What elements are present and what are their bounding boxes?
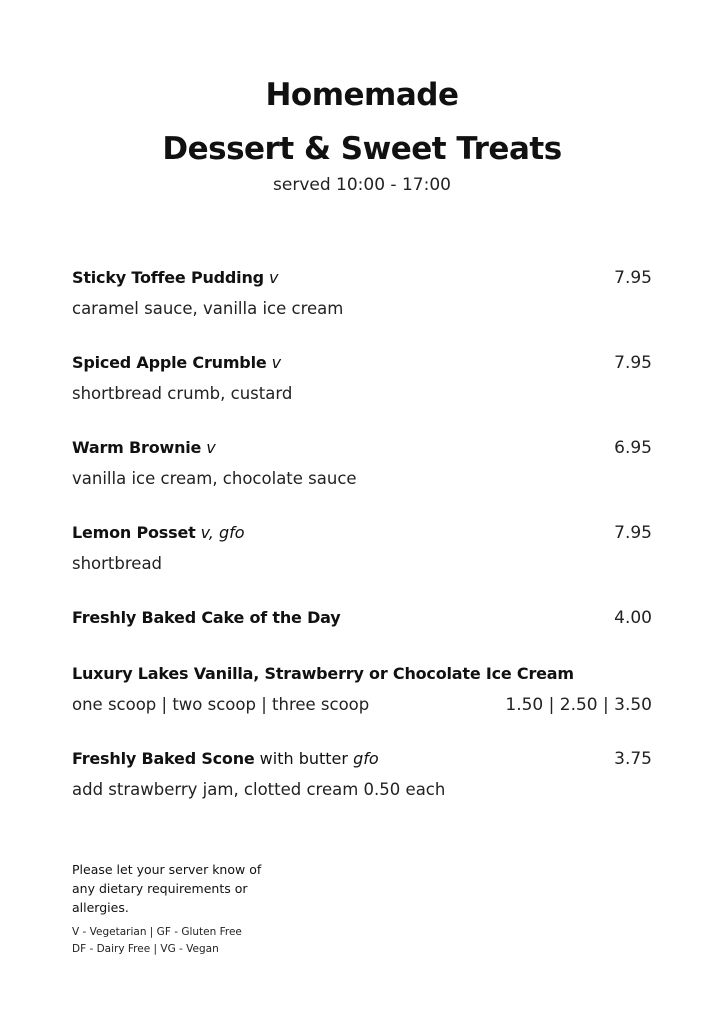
menu-item [72, 608, 652, 636]
item-price: 7.95 [614, 353, 652, 373]
item-description: one scoop | two scoop | three scoop [72, 695, 370, 714]
item-description: shortbread [72, 554, 163, 573]
menu-title-line1: Homemade [265, 77, 459, 113]
item-tags: v [206, 438, 216, 457]
item-description: shortbread crumb, custard [72, 384, 293, 403]
item-tags: v [271, 353, 282, 372]
item-name: Lemon Posset [72, 523, 196, 542]
item-name: Freshly Baked Scone [72, 749, 255, 768]
menu-item [72, 268, 652, 322]
menu-item [72, 749, 652, 803]
item-description: add strawberry jam, clotted cream 0.50 each [72, 780, 446, 799]
item-name: Warm Brownie [72, 438, 202, 457]
menu-title-line2: Dessert & Sweet Treats [162, 131, 562, 167]
menu-item [72, 353, 652, 407]
item-tags: v, gfo [200, 523, 245, 542]
item-tags: gfo [353, 749, 379, 768]
legend-line: V - Vegetarian | GF - Gluten Free [72, 926, 242, 938]
item-price: 3.75 [614, 749, 652, 769]
serving-hours: served 10:00 - 17:00 [273, 175, 451, 195]
item-name: Spiced Apple Crumble [72, 353, 267, 372]
item-price: 6.95 [614, 438, 652, 458]
item-extra: with butter [259, 749, 348, 768]
menu-item [72, 523, 652, 577]
dietary-legend [72, 924, 242, 958]
item-price-tiers: 1.50 | 2.50 | 3.50 [505, 695, 652, 715]
item-price: 7.95 [614, 523, 652, 543]
item-tags: v [269, 268, 279, 287]
item-name: Sticky Toffee Pudding [72, 268, 264, 287]
item-price: 4.00 [614, 608, 652, 628]
item-description: vanilla ice cream, chocolate sauce [72, 469, 357, 488]
item-name: Freshly Baked Cake of the Day [72, 608, 341, 627]
item-name: Luxury Lakes Vanilla, Strawberry or Chocolate Ice Cream [72, 664, 574, 683]
dietary-note: Please let your server know of any dietary requirements or allergies. [72, 862, 262, 915]
item-description: caramel sauce, vanilla ice cream [72, 299, 344, 318]
menu-item [72, 664, 652, 718]
legend-line: DF - Dairy Free | VG - Vegan [72, 943, 219, 955]
menu-item [72, 438, 652, 492]
item-price: 7.95 [614, 268, 652, 288]
